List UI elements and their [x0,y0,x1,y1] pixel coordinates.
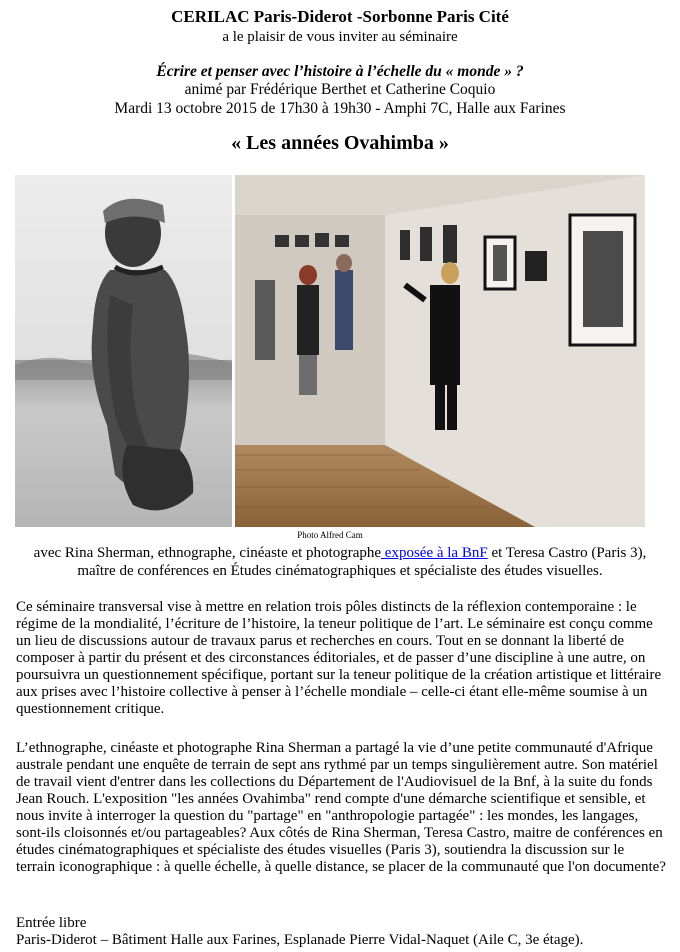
invitation-line: a le plaisir de vous inviter au séminaire [222,29,458,45]
event-title: « Les années Ovahimba » [231,132,449,154]
caption-text-after: et Teresa Castro (Paris 3), [487,545,647,561]
organization-heading: CERILAC Paris-Diderot -Sorbonne Paris Cité [171,7,509,26]
description-paragraph-2: L’ethnographe, cinéaste et photographe Rina Sherman a partagé la vie d’une petite communauté d'Afrique australe pendant une enquête de terrain de sept ans rythmé par un temps singulièrement autre. Son matériel de travail vient d'entrer dans les collections du Département de l'Audiovisuel de la Bnf, à la suite du fonds Jean Rouch. L'exposition "les années Ovahimba" rend compte d'une démarche scientifique et sensible, et nous invite à interroger la question du "partage" en "anthropologie partagée" : les mondes, les langages, sont-ils cloisonnés et/ou partageables? Aux côtés de Rina Sherman, Teresa Castro, maitre de conférences en études cinématographiques et spécialiste des études visuelles (Paris 3), soutiendra la discussion sur le terrain iconographique : à quelle échelle, à quelle distance, se placer de la communauté que l'on documente? [16,740,666,875]
caption-line-2: maître de conférences en Études cinématographiques et spécialiste des études visuelles. [77,563,603,579]
guests-caption [0,544,680,580]
portrait-photo [15,175,232,527]
caption-line-1 [0,544,680,562]
animators-line: animé par Frédérique Berthet et Catherine Coquio [184,81,496,98]
description-paragraph-1: Ce séminaire transversal vise à mettre en relation trois pôles distincts de la réflexion contemporaine : le régime de la mondialité, l’écriture de l’histoire, la teneur politique de l’art. Le séminaire est conçu comme un lieu de discussions autour de travaux parus et recherches en cours. Tout en se donnant la liberté de composer à partir du présent et des circonstances éditoriales, et de passer d’une discipline à une autre, on poursuivra un questionnement spécifique, portant sur la teneur politique de la création artistique et littéraire aux prises avec l’histoire collective à penser à l’échelle mondiale – celle-ci étant elle-même soumise à un questionnement critique. [16,599,662,717]
portrait-photo-illustration [15,175,232,527]
datetime-line: Mardi 13 octobre 2015 de 17h30 à 19h30 - Amphi 7C, Halle aux Farines [114,100,566,117]
photo-credit: Photo Alfred Cam [297,530,363,540]
free-entry-label: Entrée libre [16,915,87,931]
gallery-photo-illustration [235,175,645,527]
gallery-photo [235,175,645,527]
bnf-exhibition-link[interactable]: exposée à la BnF [381,545,488,561]
caption-text-before: avec Rina Sherman, ethnographe, cinéaste et photographe [33,545,382,561]
venue-address: Paris-Diderot – Bâtiment Halle aux Farines, Esplanade Pierre Vidal-Naquet (Aile C, 3e étage). [16,932,584,948]
seminar-title: Écrire et penser avec l’histoire à l’échelle du « monde » ? [156,63,524,80]
